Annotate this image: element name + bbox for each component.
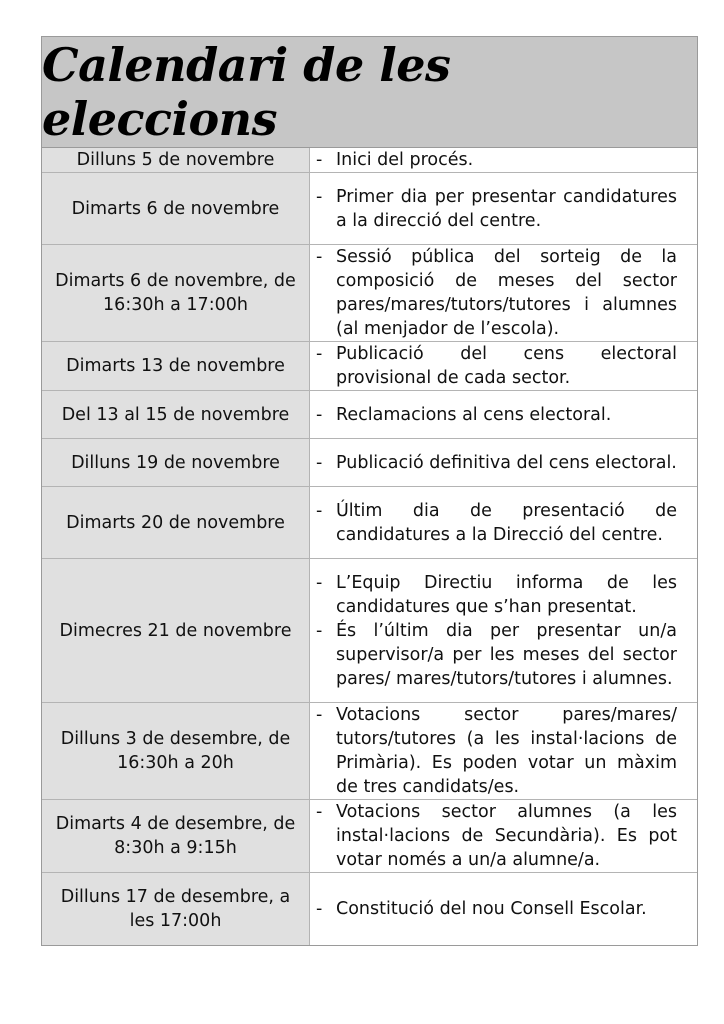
bullet-dash: -	[316, 898, 323, 919]
event-item	[316, 571, 677, 619]
event-item	[316, 800, 677, 872]
row-date: Dimarts 13 de novembre	[42, 342, 310, 391]
schedule-row	[42, 342, 697, 391]
row-events	[310, 703, 698, 800]
row-events	[310, 342, 698, 391]
event-item	[316, 403, 677, 427]
event-text: Inici del procés.	[336, 150, 474, 170]
schedule-row	[42, 703, 697, 800]
row-events	[310, 559, 698, 703]
event-text: Reclamacions al cens electoral.	[336, 404, 612, 425]
event-item	[316, 619, 677, 691]
page-title: Calendari de les eleccions	[42, 38, 451, 146]
schedule-row	[42, 148, 697, 173]
event-item	[316, 703, 677, 799]
row-date: Dimarts 20 de novembre	[42, 487, 310, 559]
row-date: Dilluns 5 de novembre	[42, 148, 310, 173]
bullet-dash: -	[316, 344, 323, 364]
row-events	[310, 148, 698, 173]
schedule-row	[42, 559, 697, 703]
row-events	[310, 245, 698, 342]
row-date: Dilluns 19 de novembre	[42, 439, 310, 487]
bullet-dash: -	[316, 404, 323, 425]
row-date: Dilluns 17 de desembre, a les 17:00h	[42, 873, 310, 945]
event-item	[316, 451, 677, 475]
schedule-row	[42, 873, 697, 945]
schedule-row	[42, 487, 697, 559]
schedule-row	[42, 391, 697, 439]
row-date: Dimecres 21 de novembre	[42, 559, 310, 703]
event-item	[316, 499, 677, 547]
schedule-row	[42, 245, 697, 342]
bullet-dash: -	[316, 186, 323, 207]
event-text: Primer dia per presentar candidatures a la direcció del centre.	[336, 186, 677, 231]
row-events	[310, 800, 698, 873]
schedule-table	[42, 148, 697, 945]
bullet-dash: -	[316, 500, 323, 521]
row-date: Dimarts 4 de desembre, de 8:30h a 9:15h	[42, 800, 310, 873]
event-text: L’Equip Directiu informa de les candidatures que s’han presentat.	[336, 572, 677, 617]
calendar-sheet	[41, 36, 698, 946]
event-item	[316, 245, 677, 341]
event-item	[316, 897, 677, 921]
event-item	[316, 185, 677, 233]
row-date: Dimarts 6 de novembre, de 16:30h a 17:00h	[42, 245, 310, 342]
event-item	[316, 148, 677, 172]
event-item	[316, 342, 677, 390]
bullet-dash: -	[316, 620, 323, 641]
bullet-dash: -	[316, 572, 323, 593]
title-banner	[42, 37, 697, 148]
row-events	[310, 391, 698, 439]
bullet-dash: -	[316, 247, 323, 267]
schedule-row	[42, 800, 697, 873]
row-date: Dilluns 3 de desembre, de 16:30h a 20h	[42, 703, 310, 800]
bullet-dash: -	[316, 452, 323, 473]
row-date: Del 13 al 15 de novembre	[42, 391, 310, 439]
bullet-dash: -	[316, 150, 323, 170]
event-text: Publicació del cens electoral provisional de cada sector.	[336, 344, 677, 388]
row-events	[310, 439, 698, 487]
event-text: Sessió pública del sorteig de la composició de meses del sector pares/mares/tutors/tutores i alumnes (al menjador de l’escola).	[336, 247, 677, 339]
event-text: Constitució del nou Consell Escolar.	[336, 898, 647, 919]
event-text: Votacions sector alumnes (a les instal·lacions de Secundària). Es pot votar només a un/a alumne/a.	[336, 802, 677, 870]
row-date: Dimarts 6 de novembre	[42, 173, 310, 245]
event-text: Publicació definitiva del cens electoral.	[336, 452, 677, 473]
schedule-row	[42, 439, 697, 487]
bullet-dash: -	[316, 802, 323, 822]
bullet-dash: -	[316, 705, 323, 725]
row-events	[310, 173, 698, 245]
event-text: És l’últim dia per presentar un/a supervisor/a per les meses del sector pares/ mares/tutors/tutores i alumnes.	[336, 620, 677, 689]
row-events	[310, 873, 698, 945]
event-text: Últim dia de presentació de candidatures a la Direcció del centre.	[336, 500, 677, 545]
schedule-row	[42, 173, 697, 245]
row-events	[310, 487, 698, 559]
event-text: Votacions sector pares/mares/ tutors/tutores (a les instal·lacions de Primària). Es poden votar un màxim de tres candidats/es.	[336, 705, 677, 797]
